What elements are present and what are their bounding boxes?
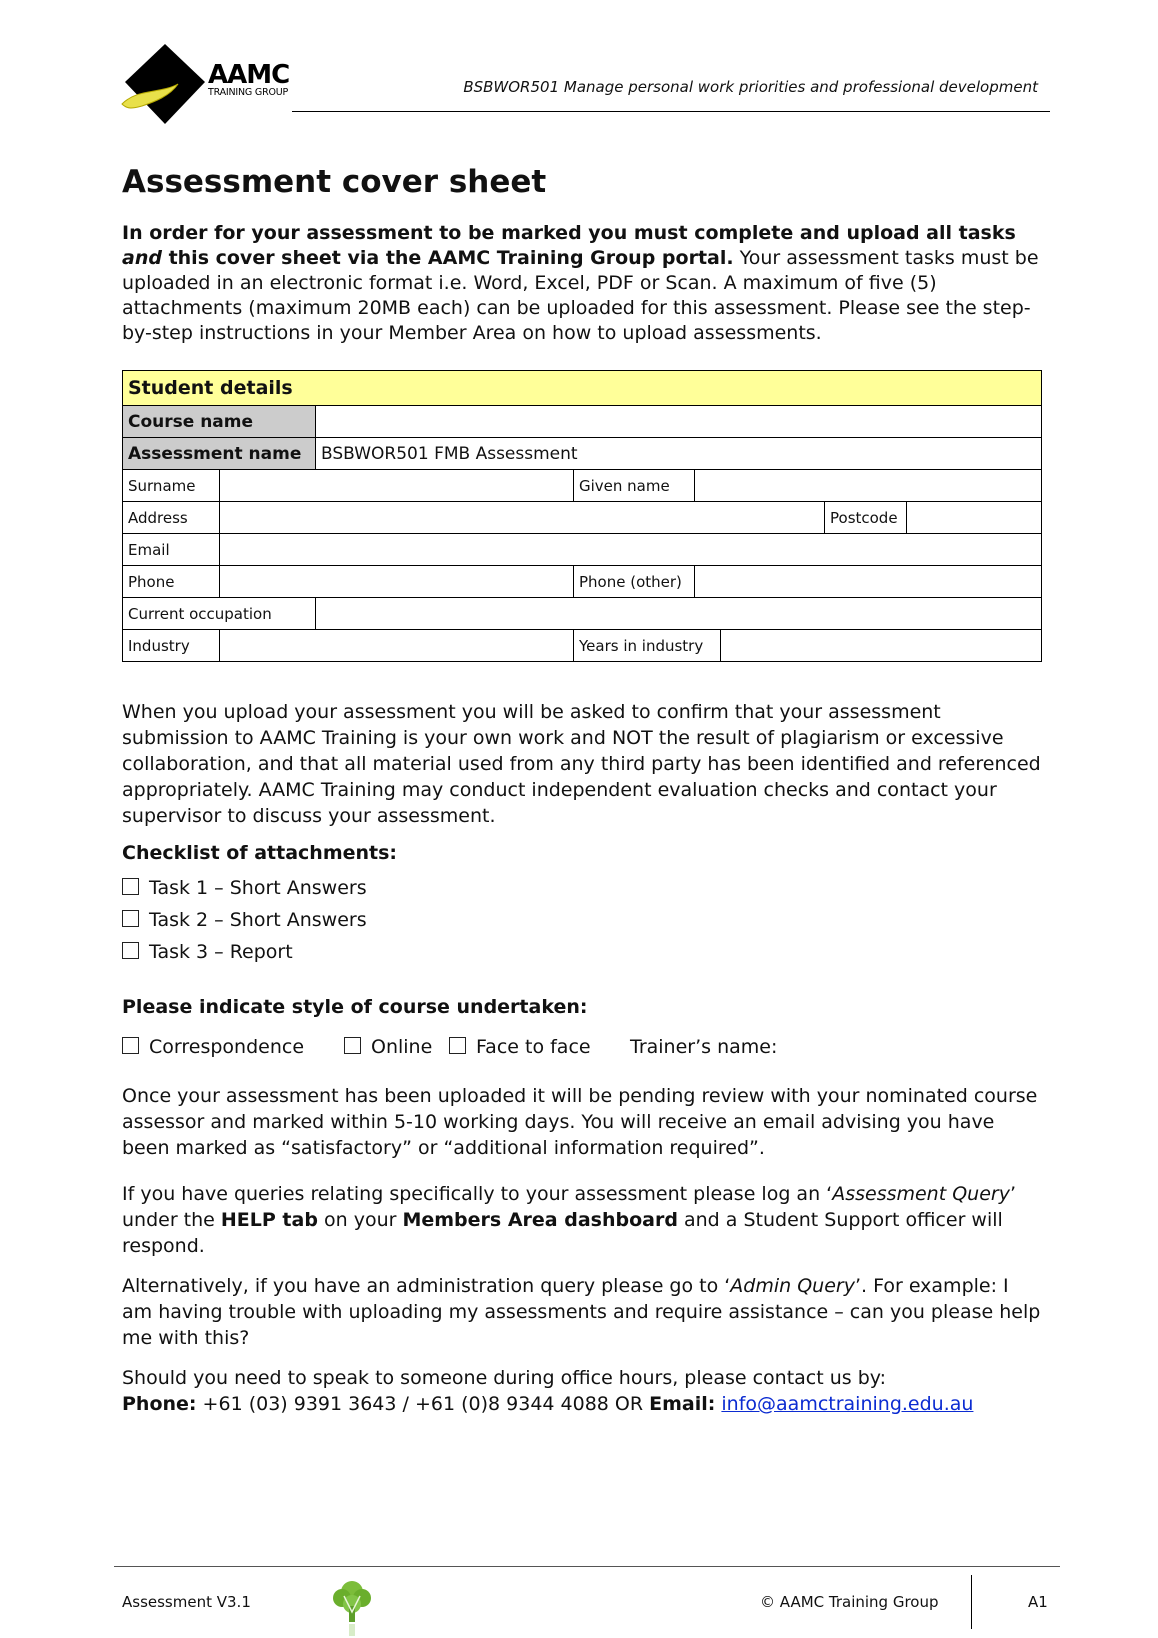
course-style-online[interactable] <box>344 1036 449 1058</box>
checklist-item[interactable] <box>122 936 1042 968</box>
option-label: Face to face <box>476 1036 591 1058</box>
assessment-name-label: Assessment name <box>123 438 316 470</box>
footer-version: Assessment V3.1 <box>122 1593 251 1611</box>
contact-intro: Should you need to speak to someone during office hours, please contact us by: <box>122 1367 887 1389</box>
intro-bold-2: this cover sheet via the AAMC Training Group portal. <box>161 247 734 269</box>
phone-other-field[interactable] <box>695 566 1042 598</box>
industry-label: Industry <box>123 630 220 662</box>
course-style-face-to-face[interactable] <box>449 1036 630 1058</box>
intro-paragraph <box>122 221 1042 346</box>
trainer-name-label: Trainer’s name: <box>630 1036 778 1058</box>
logo-diamond-icon <box>120 44 210 126</box>
assessment-name-field[interactable]: BSBWOR501 FMB Assessment <box>316 438 1042 470</box>
checklist-item-label: Task 2 – Short Answers <box>149 909 367 931</box>
phone-other-label: Phone (other) <box>574 566 695 598</box>
given-name-label: Given name <box>574 470 695 502</box>
checkbox-icon[interactable] <box>449 1037 466 1054</box>
phone-label: Phone: <box>122 1393 197 1415</box>
postcode-field[interactable] <box>907 502 1042 534</box>
checklist <box>122 872 1042 968</box>
address-label: Address <box>123 502 220 534</box>
checkbox-icon[interactable] <box>344 1037 361 1054</box>
checkbox-icon[interactable] <box>122 910 139 927</box>
queries-paragraph: If you have queries relating specifically to your assessment please log an ‘Assessment Query’ under the HELP tab on your Members Area dashboard and a Student Support officer will respond. <box>122 1183 1017 1257</box>
intro-bold-1: In order for your assessment to be marked you must complete and upload all tasks <box>122 222 1016 244</box>
logo-main-text: AAMC <box>208 60 290 90</box>
footer-copyright: © AAMC Training Group <box>760 1593 939 1611</box>
footer-vertical-divider <box>971 1575 972 1629</box>
checklist-item[interactable] <box>122 904 1042 936</box>
email-field[interactable] <box>220 534 1042 566</box>
phone-numbers: +61 (03) 9391 3643 / +61 (0)8 9344 4088 OR <box>196 1393 650 1415</box>
checklist-item-label: Task 3 – Report <box>149 941 293 963</box>
option-label: Online <box>371 1036 433 1058</box>
section-title: Student details <box>123 371 1042 406</box>
course-name-label: Course name <box>123 406 316 438</box>
page-number: A1 <box>1028 1593 1048 1611</box>
page-title: Assessment cover sheet <box>122 164 547 200</box>
years-in-industry-label: Years in industry <box>574 630 721 662</box>
review-paragraph: Once your assessment has been uploaded it will be pending review with your nominated course assessor and marked within 5-10 working days. You will receive an email advising you have been marked as “satisfactory” or “additional information required”. <box>122 1085 1038 1159</box>
course-style-heading: Please indicate style of course undertaken: <box>122 996 588 1018</box>
header-divider <box>292 111 1050 112</box>
course-style-correspondence[interactable] <box>122 1036 344 1058</box>
current-occupation-label: Current occupation <box>123 598 316 630</box>
email-label: Email: <box>649 1393 716 1415</box>
email-label: Email <box>123 534 220 566</box>
years-in-industry-field[interactable] <box>721 630 1042 662</box>
phone-label: Phone <box>123 566 220 598</box>
aamc-logo <box>120 44 300 126</box>
student-details-table <box>122 370 1042 662</box>
contact-details <box>122 1391 1042 1417</box>
tree-logo-icon <box>330 1578 374 1638</box>
email-link[interactable]: info@aamctraining.edu.au <box>721 1393 974 1415</box>
contact-paragraph <box>122 1365 1042 1417</box>
declaration-paragraph: When you upload your assessment you will be asked to confirm that your assessment submission to AAMC Training is your own work and NOT the result of plagiarism or excessive collaboration, and that all material used from any third party has been identified and referenced appropriately. AAMC Training may conduct independent evaluation checks and contact your supervisor to discuss your assessment. <box>122 701 1041 827</box>
checkbox-icon[interactable] <box>122 878 139 895</box>
footer-divider <box>114 1566 1060 1567</box>
checklist-heading: Checklist of attachments: <box>122 842 398 864</box>
option-label: Correspondence <box>149 1036 305 1058</box>
checkbox-icon[interactable] <box>122 942 139 959</box>
surname-label: Surname <box>123 470 220 502</box>
checklist-item-label: Task 1 – Short Answers <box>149 877 367 899</box>
unit-title: BSBWOR501 Manage personal work priorities and professional development <box>463 78 1038 96</box>
intro-rest: Your assessment tasks must be uploaded in an electronic format i.e. Word, Excel, PDF or Scan. A maximum of five (5) attachments (maximum 20MB each) can be uploaded for this assessment. Please see the step-by-step instructions in your Member Area on how to upload assessments. <box>122 247 1039 344</box>
industry-field[interactable] <box>220 630 574 662</box>
course-name-field[interactable] <box>316 406 1042 438</box>
surname-field[interactable] <box>220 470 574 502</box>
checklist-item[interactable] <box>122 872 1042 904</box>
intro-bold-italic: and <box>122 247 162 269</box>
phone-field[interactable] <box>220 566 574 598</box>
address-field[interactable] <box>220 502 825 534</box>
admin-query-paragraph: Alternatively, if you have an administration query please go to ‘Admin Query’. For example: I am having trouble with uploading my assessments and require assistance – can you please help me with this? <box>122 1275 1041 1349</box>
given-name-field[interactable] <box>695 470 1042 502</box>
checkbox-icon[interactable] <box>122 1037 139 1054</box>
course-style-options <box>122 1036 1042 1058</box>
postcode-label: Postcode <box>825 502 907 534</box>
logo-sub-text: TRAINING GROUP <box>208 87 289 98</box>
current-occupation-field[interactable] <box>316 598 1042 630</box>
